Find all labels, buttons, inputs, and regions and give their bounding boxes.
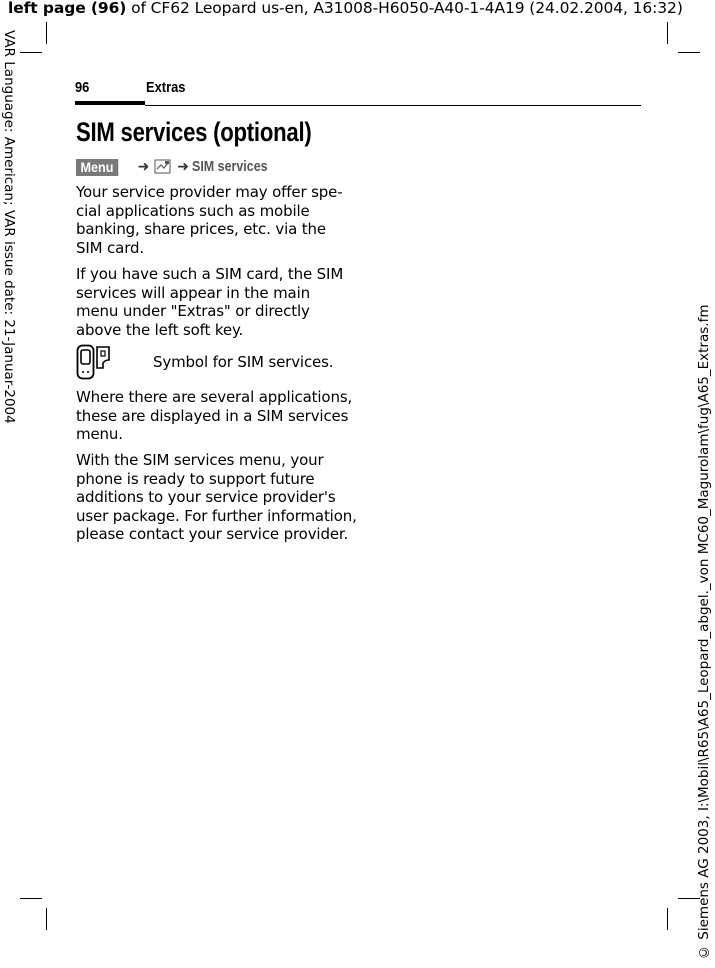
print-header-details: of CF62 Leopard us-en, A31008-H6050-A40-1-4A19 (24.02.2004, 16:32) [126, 0, 683, 17]
header-rule-thick [75, 101, 145, 105]
side-text-left: VAR Language: American; VAR issue date: 21-Januar-2004 [1, 30, 17, 424]
page-title: SIM services (optional) [76, 117, 312, 147]
arrow-right-icon: ➜ [137, 159, 150, 175]
print-header [8, 0, 683, 17]
menu-path-target: SIM services [192, 159, 268, 175]
extras-icon [154, 159, 172, 175]
paragraph-support: With the SIM services menu, your phone is ready to support future additions to your service provider's user package. For further information, please contact your service provider. [76, 451, 357, 544]
header-rule [145, 105, 641, 106]
menu-path [76, 158, 280, 176]
paragraph-applications: Where there are several applications, these are displayed in a SIM services menu. [76, 388, 353, 444]
paragraph-intro: Your service provider may offer spe- cial applications such as mobile banking, share prices, etc. via the SIM card. [76, 183, 343, 257]
print-header-page: left page (96) [8, 0, 127, 17]
side-text-right: © Siemens AG 2003, I:\Mobil\R65\A65_Leopard_abgel._von MC60_Magurolam\fug\A65_Extras.fm [696, 304, 712, 960]
section-title: Extras [146, 79, 186, 96]
menu-key-badge: Menu [76, 159, 118, 176]
arrow-right-icon: ➜ [177, 159, 190, 175]
page-number: 96 [75, 79, 90, 96]
symbol-description: Symbol for SIM services. [153, 353, 334, 371]
sim-services-icon [76, 344, 114, 380]
paragraph-sim-card: If you have such a SIM card, the SIM services will appear in the main menu under "Extras" or directly above the left soft key. [76, 265, 344, 339]
